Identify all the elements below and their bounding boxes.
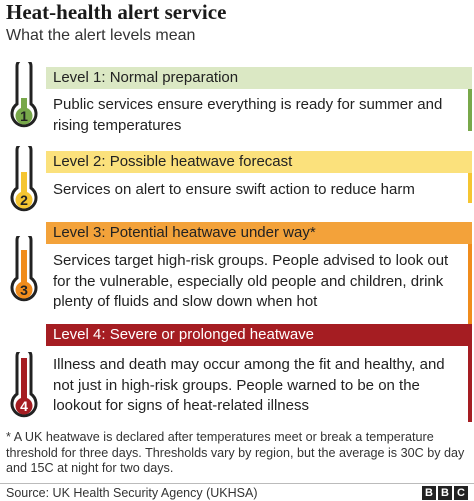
level-3-number: 3 [20,282,28,298]
level-4-sidebar [468,346,472,422]
level-2-number: 2 [20,192,28,208]
alert-level-1 [0,62,474,136]
level-3-description: Services target high-risk groups. People advised to look out for the vulnerable, especially old people and children, drink plenty of fluids and slow down when hot [53,252,449,310]
bbc-logo-letter: B [422,486,436,500]
level-1-description: Public services ensure everything is ready for summer and rising temperatures [53,96,443,134]
bbc-logo [422,486,468,500]
level-1-number: 1 [20,108,28,124]
page-subtitle: What the alert levels mean [6,27,196,44]
source-credit: Source: UK Health Security Agency (UKHSA) [6,486,258,500]
level-3-sidebar [468,244,472,328]
level-3-header: Level 3: Potential heatwave under way* [46,222,472,244]
thermometer-level-2-icon [8,146,40,218]
bbc-logo-letter: B [438,486,452,500]
alert-level-3 [0,222,474,332]
alert-level-2 [0,146,474,218]
level-4-header: Level 4: Severe or prolonged heatwave [46,324,472,346]
footnote: * A UK heatwave is declared after temperatures meet or break a temperature threshold for three days. Thresholds vary by region, but the average is 30C by day and 15C at night for two days. [6,430,465,475]
thermometer-level-1-icon [8,62,40,134]
level-2-description: Services on alert to ensure swift action to reduce harm [53,181,415,198]
bbc-logo-letter: C [454,486,468,500]
thermometer-level-4-icon [8,352,40,424]
level-2-sidebar [468,173,472,203]
level-1-sidebar [468,89,472,131]
footer-divider [0,483,474,484]
alert-level-4 [0,324,474,424]
thermometer-level-3-icon [8,236,40,308]
page-title: Heat-health alert service [6,0,227,24]
level-1-header: Level 1: Normal preparation [46,67,472,89]
level-4-number: 4 [20,398,28,414]
level-2-header: Level 2: Possible heatwave forecast [46,151,472,173]
level-4-description: Illness and death may occur among the fit and healthy, and not just in high-risk groups. People warned to be on the lookout for signs of heat-related illness [53,356,445,414]
